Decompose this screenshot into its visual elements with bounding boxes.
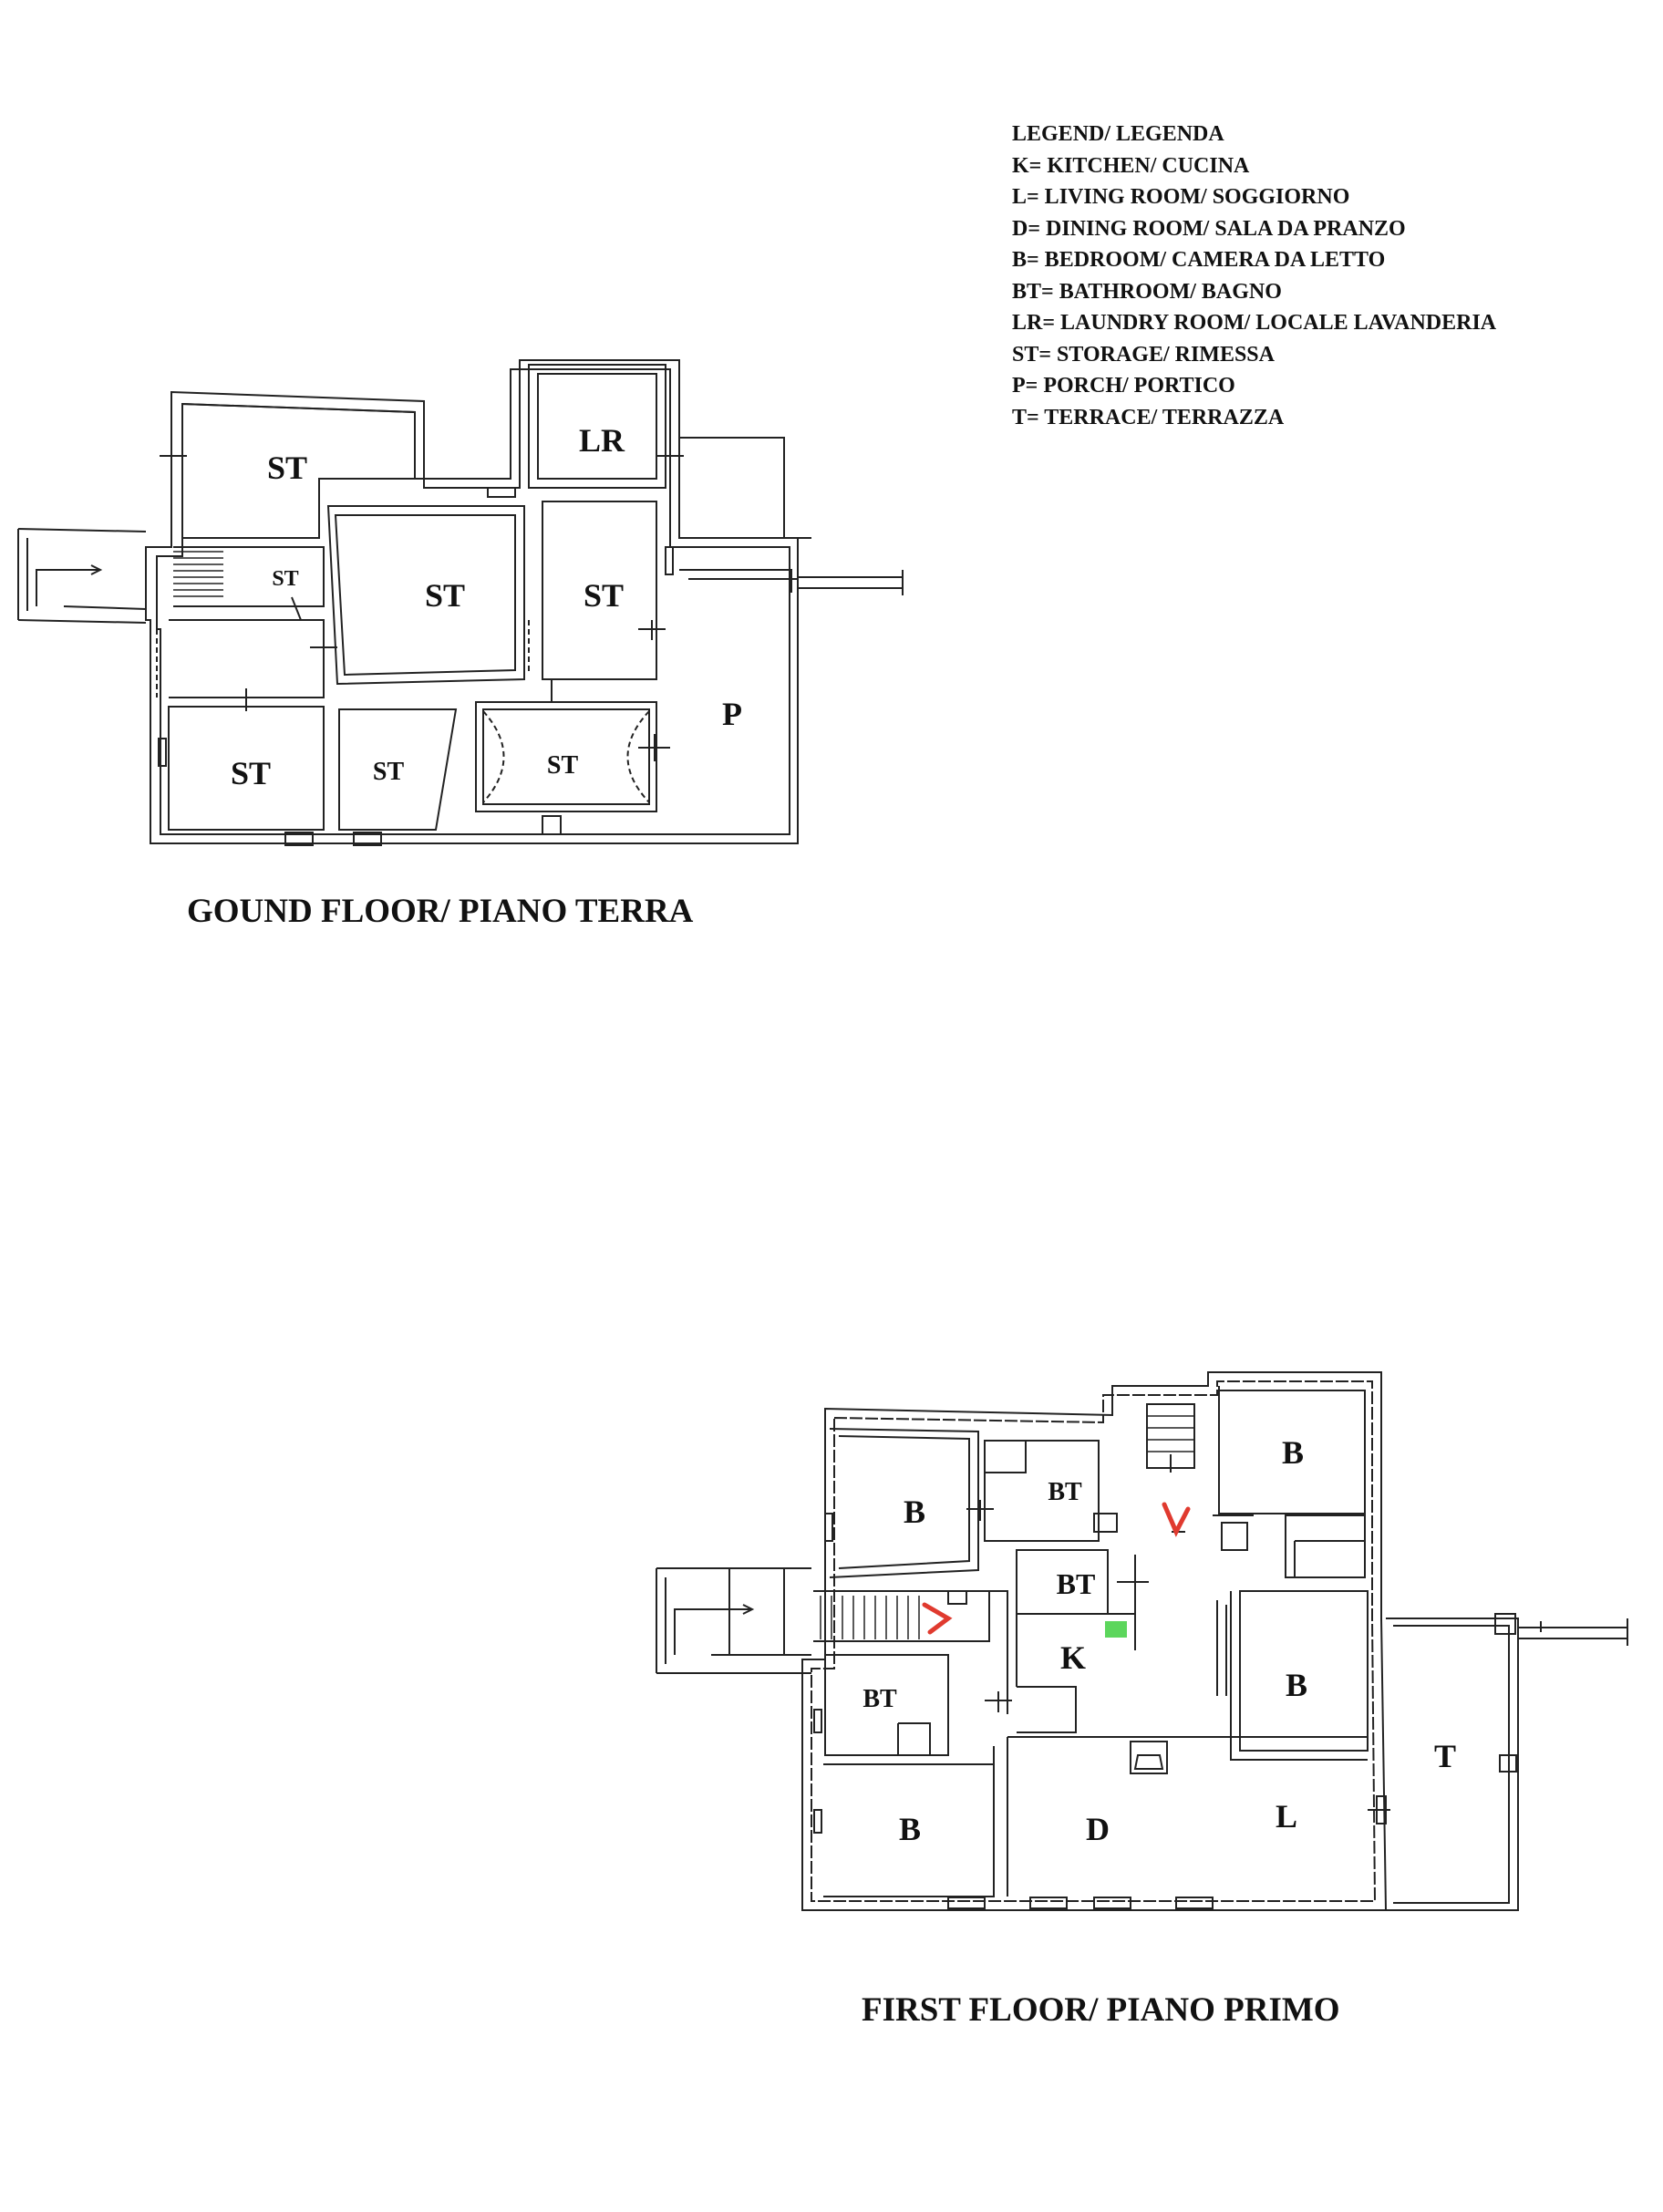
- gf-room-st-center: ST: [424, 577, 466, 614]
- ff-room-bt-n: BT: [1048, 1478, 1082, 1506]
- gf-room-lr: LR: [578, 422, 625, 459]
- ff-room-t: T: [1433, 1738, 1457, 1774]
- legend-entry-kitchen: K= KITCHEN/ CUCINA: [1012, 153, 1250, 178]
- ff-room-d: D: [1086, 1811, 1110, 1847]
- legend-entry-laundry: LR= LAUNDRY ROOM/ LOCALE LAVANDERIA: [1012, 311, 1497, 335]
- gf-room-st-east: ST: [583, 577, 625, 614]
- gf-room-st-vault: ST: [546, 751, 579, 780]
- gf-room-st-stair: ST: [272, 567, 299, 591]
- legend-entry-terrace: T= TERRACE/ TERRAZZA: [1012, 405, 1285, 429]
- legend-entry-bedroom: B= BEDROOM/ CAMERA DA LETTO: [1012, 248, 1386, 272]
- gf-room-st-s: ST: [372, 758, 405, 786]
- gf-room-porch: P: [722, 696, 742, 732]
- ff-room-b-e: B: [1285, 1667, 1308, 1703]
- ff-room-k: K: [1059, 1639, 1087, 1676]
- ff-room-bt-w: BT: [862, 1685, 897, 1713]
- legend-title: LEGEND/ LEGENDA: [1012, 122, 1224, 146]
- first-floor-title: FIRST FLOOR/ PIANO PRIMO: [862, 1991, 1340, 2029]
- ff-room-bt-c: BT: [1056, 1567, 1096, 1600]
- gf-room-st-sw: ST: [230, 755, 272, 791]
- check-mark-north: [1164, 1504, 1188, 1532]
- legend-entry-storage: ST= STORAGE/ RIMESSA: [1012, 342, 1275, 367]
- ff-room-l: L: [1275, 1798, 1298, 1835]
- ff-room-b-ne: B: [1281, 1434, 1305, 1471]
- legend-entry-bathroom: BT= BATHROOM/ BAGNO: [1012, 279, 1282, 304]
- ground-floor-title: GOUND FLOOR/ PIANO TERRA: [187, 893, 694, 930]
- green-marker: [1105, 1621, 1127, 1638]
- ff-room-b-nw: B: [903, 1494, 926, 1530]
- gf-room-st-nw: ST: [266, 450, 308, 486]
- legend-entry-dining: D= DINING ROOM/ SALA DA PRANZO: [1012, 216, 1406, 241]
- ff-room-b-sw: B: [898, 1811, 922, 1847]
- legend-entry-living: L= LIVING ROOM/ SOGGIORNO: [1012, 185, 1350, 209]
- legend-entry-porch: P= PORCH/ PORTICO: [1012, 374, 1235, 398]
- check-mark-west: [924, 1605, 948, 1632]
